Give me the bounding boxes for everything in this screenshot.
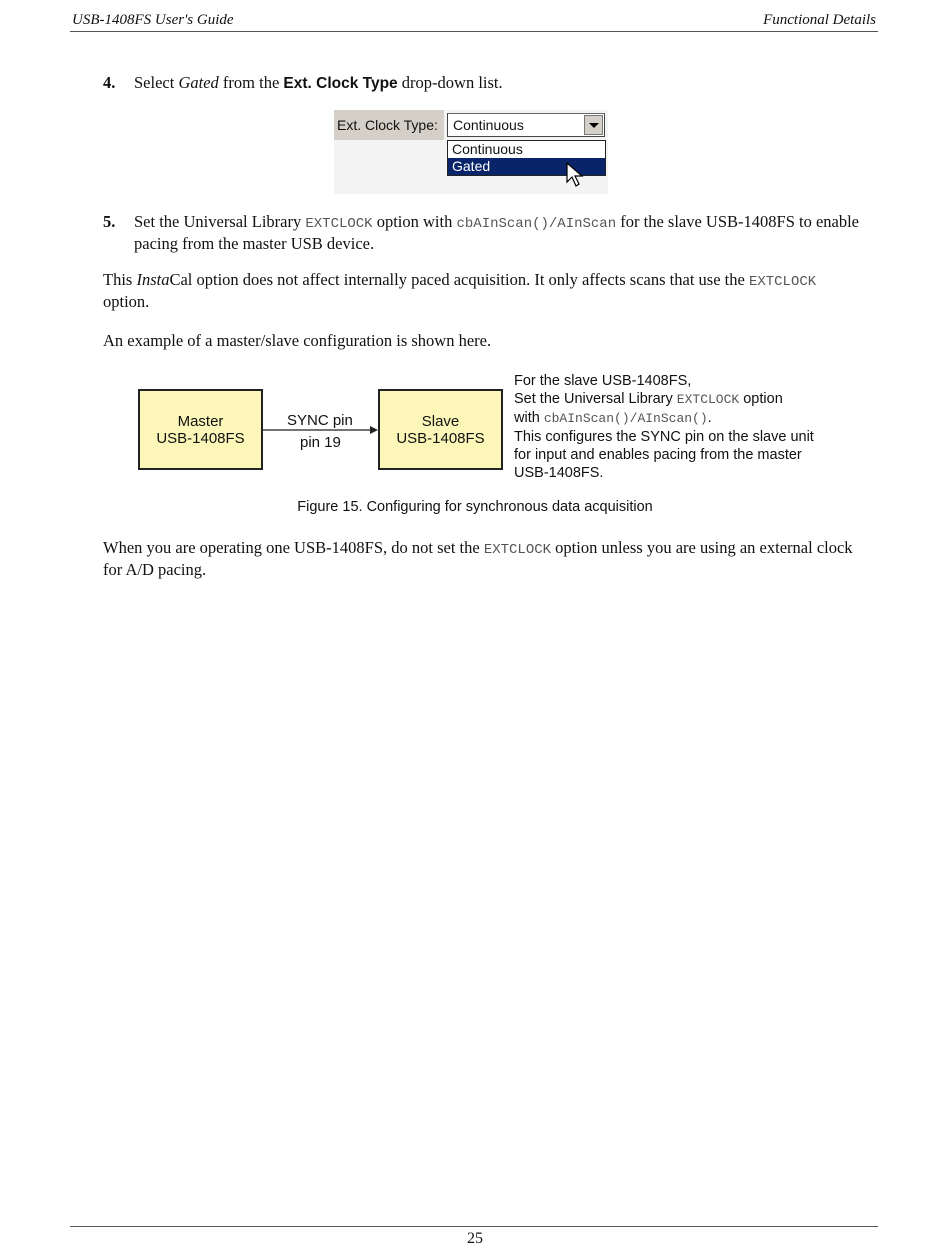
chevron-down-icon[interactable]	[584, 115, 603, 135]
text-run: This	[103, 270, 137, 289]
code-extclock: EXTCLOCK	[483, 542, 552, 558]
text-run: from the	[218, 73, 284, 92]
insta-term: Insta	[136, 270, 170, 289]
text-run: option unless you are using an external clock for A/D pacing.	[103, 538, 853, 579]
text-run: with	[514, 410, 544, 426]
note-line: This configures the SYNC pin on the slave unit for input and enables pacing from the master USB-1408FS.	[514, 429, 814, 481]
ext-clock-type-term: Ext. Clock Type	[283, 75, 398, 92]
text-run: option.	[103, 292, 150, 311]
master-box	[138, 389, 263, 470]
step-number: 5.	[103, 212, 116, 231]
figure-caption: Figure 15. Configuring for synchronous data acquisition	[297, 499, 653, 515]
text-run: When you are operating one USB-1408FS, do not set the	[103, 538, 484, 557]
text-run: Cal option does not affect internally paced acquisition. It only affects scans that use the	[169, 270, 749, 289]
text-run: Set the Universal Library	[514, 391, 677, 407]
slave-model: USB-1408FS	[396, 429, 485, 447]
page-header	[70, 10, 878, 32]
paragraph-example: An example of a master/slave configuration is shown here.	[103, 331, 492, 350]
ext-clock-type-screenshot	[334, 110, 608, 194]
mouse-pointer-icon	[566, 162, 584, 188]
step-5	[103, 212, 863, 254]
code-cbainscan: cbAInScan()/AInScan	[456, 216, 617, 232]
slave-config-note	[514, 372, 844, 482]
slave-label: Slave	[421, 412, 460, 430]
ext-clock-type-dropdown[interactable]	[447, 113, 605, 137]
step-4	[103, 73, 863, 94]
master-model: USB-1408FS	[156, 429, 245, 447]
code-extclock: EXTCLOCK	[676, 392, 740, 407]
code-extclock: EXTCLOCK	[305, 216, 373, 232]
slave-box	[378, 389, 503, 470]
text-run: for the slave USB-1408FS to enable pacing from the master USB device.	[134, 212, 860, 253]
note-line	[514, 409, 844, 428]
dropdown-option-continuous[interactable]: Continuous	[452, 141, 523, 157]
header-title: USB-1408FS User's Guide	[72, 12, 234, 28]
note-line	[514, 390, 844, 409]
code-cbainscan: cbAInScan()/AInScan()	[543, 411, 708, 426]
header-section: Functional Details	[763, 12, 876, 28]
ext-clock-type-label: Ext. Clock Type:	[334, 110, 444, 140]
text-run: Set the Universal Library	[134, 212, 306, 231]
dropdown-value: Continuous	[453, 117, 524, 133]
footer-rule	[70, 1226, 878, 1227]
text-run: option with	[372, 212, 457, 231]
text-run: option	[739, 391, 783, 407]
dropdown-option-gated[interactable]: Gated	[448, 158, 605, 175]
pin-19-label: pin 19	[300, 434, 341, 451]
gated-term: Gated	[178, 73, 219, 92]
code-extclock: EXTCLOCK	[748, 274, 817, 290]
step-number: 4.	[103, 73, 116, 92]
page-number: 25	[467, 1230, 483, 1247]
text-run: Select	[134, 73, 179, 92]
paragraph-single-device	[103, 538, 863, 580]
sync-pin-label: SYNC pin	[287, 412, 353, 429]
paragraph-instacal	[103, 270, 863, 312]
note-line: For the slave USB-1408FS,	[514, 373, 692, 389]
text-run: drop-down list.	[397, 73, 503, 92]
text-run: .	[707, 410, 712, 426]
master-label: Master	[177, 412, 224, 430]
